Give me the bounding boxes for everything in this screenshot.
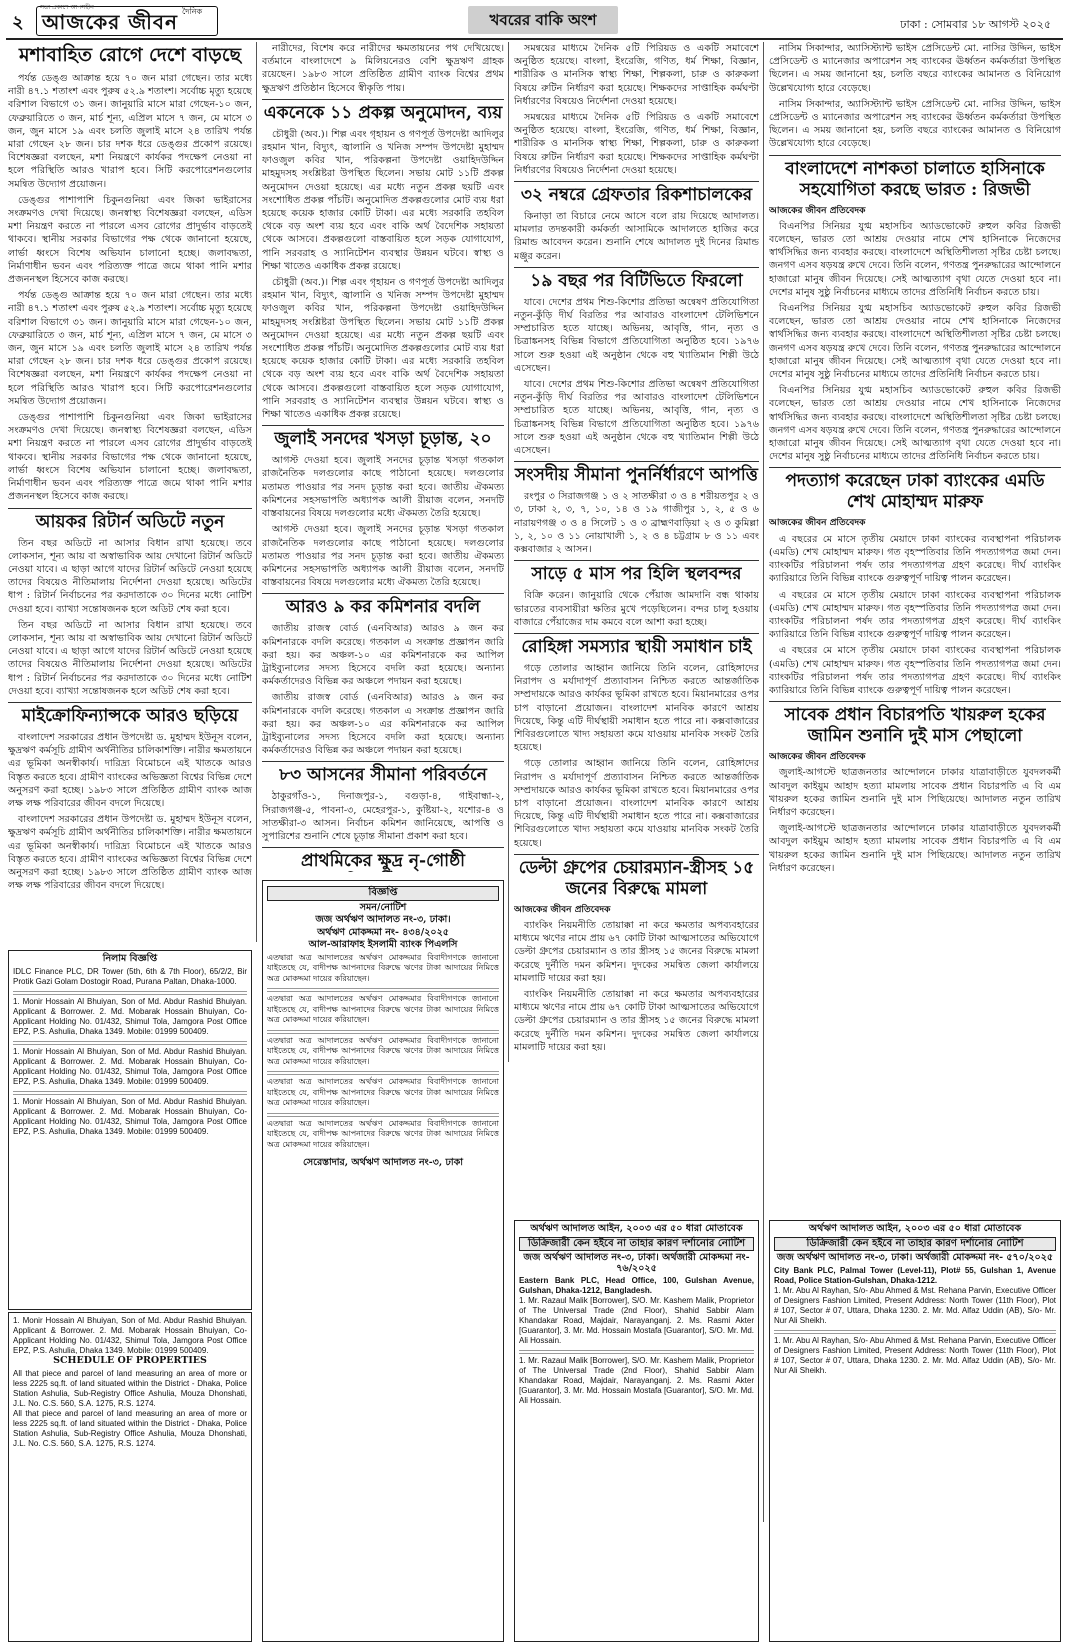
ad-divider <box>774 1328 1056 1334</box>
ad-text: All that piece and parcel of land measuring an area of more or less 2225 sq.ft. of land situated within the District - Dhaka, Police Station Ashulia, Sub-Registry Office Ashulia, Mouza Dhonshati, J.L. No. C.S. 560, S.A. 1275, R.S. 1274. <box>13 1408 247 1448</box>
case-number: জজ অর্থঋণ আদালত নং-৩, ঢাকা। অর্থজারী মোকদ্দমা নং- ৭৬/২০২৫ <box>523 1252 750 1274</box>
article-text: ডেঙ্গুর পাশাপাশি চিকুনগুনিয়া এবং জিকা ভাইরাসের সংক্রমণও দেখা দিয়েছে। জনস্বাস্থ্য বিশেষজ্ঞরা বলছেন, এডিস মশা নিয়ন্ত্রণ করতে না পারলে এসব রোগের প্রাদুর্ভাব বাড়তেই থাকবে। স্থানীয় সরকার বিভাগের পক্ষ থেকে জানানো হয়েছে, লার্ভা ধ্বংসে বিশেষ অভিযান চালানো হচ্ছে। জলাবদ্ধতা, নির্মাণাধীন ভবন এবং পরিত্যক্ত পাত্রে জমে থাকা পানি মশার প্রজননস্থল হিসেবে কাজ করছে। <box>8 412 252 503</box>
ad-title: নিলাম বিজ্ঞপ্তি <box>102 953 158 964</box>
article-text: এ বছরের মে মাসে তৃতীয় মেয়াদে ঢাকা ব্যাংকের ব্যবস্থাপনা পরিচালক (এমডি) শেখ মোহাম্মদ মারুফ। গত বৃহস্পতিবার তিনি পদত্যাগপত্র জমা দেন। ব্যাংকটির পরিচালনা পর্ষদ তার পদত্যাগপত্র গ্রহণ করেছে। দীর্ঘ ব্যাংকিং ক্যারিয়ারে তিনি বিভিন্ন ব্যাংকে গুরুত্বপূর্ণ দায়িত্ব পালন করেছেন। <box>769 589 1061 641</box>
byline: আজকের জীবন প্রতিবেদক <box>769 205 866 216</box>
column-3 <box>514 42 759 1052</box>
ad-text: এতদ্বারা অত্র আদালতের অর্থঋণ মোকদ্দমার বিবাদীগণকে জানানো যাইতেছে যে, বাদীপক্ষ আপনাদের বিরুদ্ধে ঋণের টাকা আদায়ের নিমিত্তে অত্র মোকদ্দমা দায়ের করিয়াছেন। <box>267 1077 499 1107</box>
column-1 <box>8 42 252 967</box>
summons-ad <box>262 880 504 1642</box>
article-text: বিএনপির সিনিয়র যুগ্ম মহাসচিব অ্যাডভোকেট রুহুল কবির রিজভী বলেছেন, ভারত তো আশ্রয় দেওয়ার নামে শেখ হাসিনাকে নিজেদের স্বার্থসিদ্ধির জন্য ব্যবহার করছে। বাংলাদেশে অস্থিতিশীলতা সৃষ্টির চেষ্টা চলছে। জনগণ এসব ষড়যন্ত্র রুখে দেবে। তিনি বলেন, গণতন্ত্র পুনরুদ্ধারের আন্দোলনে হাজারো মানুষ জীবন দিয়েছে। সেই আত্মত্যাগ বৃথা যেতে দেওয়া হবে না। দেশের মানুষ সুষ্ঠু নির্বাচনের মাধ্যমে তাদের প্রতিনিধি নির্বাচন করতে চায়। <box>769 303 1061 381</box>
ad-text: এতদ্বারা অত্র আদালতের অর্থঋণ মোকদ্দমার বিবাদীগণকে জানানো যাইতেছে যে, বাদীপক্ষ আপনাদের বিরুদ্ধে ঋণের টাকা আদায়ের নিমিত্তে অত্র মোকদ্দমা দায়ের করিয়াছেন। <box>267 952 499 983</box>
ad-title: ডিক্রিজারী কেন হইবে না তাহার কারণ দর্শানোর নোটিশ <box>519 1237 754 1252</box>
ad-divider <box>267 1028 499 1034</box>
ad-text: 1. Mr. Razaul Malik [Borrower], S/O. Mr. Kashem Malik, Proprietor of The Universal Trade (2nd Floor), Shahid Sabbir Alam Khandakar Road, Majdair, Narayanganj. 2. Ms. Rasmi Akter [Guarantor], 3. Mr. Md. Hossain Mostafa [Guarantor], S/O. Mr. Md. Ali Hossain. <box>519 1296 754 1345</box>
article-text: এ বছরের মে মাসে তৃতীয় মেয়াদে ঢাকা ব্যাংকের ব্যবস্থাপনা পরিচালক (এমডি) শেখ মোহাম্মদ মারুফ। গত বৃহস্পতিবার তিনি পদত্যাগপত্র জমা দেন। ব্যাংকটির পরিচালনা পর্ষদ তার পদত্যাগপত্র গ্রহণ করেছে। দীর্ঘ ব্যাংকিং ক্যারিয়ারে তিনি বিভিন্ন ব্যাংকে গুরুত্বপূর্ণ দায়িত্ব পালন করেছেন। <box>769 645 1061 696</box>
article-text: বাংলাদেশ সরকারের প্রধান উপদেষ্টা ড. মুহাম্মদ ইউনূস বলেন, ক্ষুদ্রঋণ কর্মসূচি গ্রামীণ অর্থনীতির চালিকাশক্তি। নারীর ক্ষমতায়নে এর ভূমিকা অনস্বীকার্য। দারিদ্র্য বিমোচনে এই খাতকে আরও বিস্তৃত করতে হবে। গ্রামীণ ব্যাংকের অভিজ্ঞতা বিশ্বের বিভিন্ন দেশে অনুসরণ করা হচ্ছে। ১৯৮৩ সালে প্রতিষ্ঠিত গ্রামীণ ব্যাংক আজ লক্ষ লক্ষ পরিবারের জীবন বদলে দিয়েছে। <box>8 731 252 809</box>
article-text: আগস্ট দেওয়া হবে। জুলাই সনদের চূড়ান্ত খসড়া গতকাল রাজনৈতিক দলগুলোর কাছে পাঠানো হয়েছে। দলগুলোর মতামত পাওয়ার পর সনদ চূড়ান্ত করা হবে। জাতীয় ঐকমত্য কমিশনের সহসভাপতি অধ্যাপক আলী রীয়াজ বলেন, সনদটি বাস্তবায়নের বিষয়ে দলগুলোর মধ্যে ঐকমত্য তৈরি হয়েছে। <box>262 524 504 589</box>
ad-divider <box>13 989 247 995</box>
headline: বাংলাদেশে নাশকতা চালাতে হাসিনাকে সহযোগিতা করছে ভারত : রিজভী <box>769 155 1061 201</box>
bank-name: City Bank PLC, Palmal Tower (Level-11), Plot# 55, Gulshan 1, Avenue Road, Police Station-Gulshan, Dhaka-1212. <box>774 1265 1056 1285</box>
headline: ১৯ বছর পর বিটিভিতে ফিরলো <box>514 267 759 292</box>
article-text: আগস্ট দেওয়া হবে। জুলাই সনদের চূড়ান্ত খসড়া গতকাল রাজনৈতিক দলগুলোর কাছে পাঠানো হয়েছে। দলগুলোর মতামত পাওয়ার পর সনদ চূড়ান্ত করা হবে। জাতীয় ঐকমত্য কমিশনের সহসভাপতি অধ্যাপক আলী রীয়াজ বলেন, সনদটি বাস্তবায়নের বিষয়ে দলগুলোর মধ্যে ঐকমত্য তৈরি হয়েছে। <box>262 455 504 520</box>
summons-title: সমন/নোটিশ <box>359 901 407 913</box>
headline: একনেকে ১১ প্রকল্প অনুমোদন, ব্যয় <box>262 99 504 124</box>
headline: পদত্যাগ করেছেন ঢাকা ব্যাংকের এমডি শেখ মোহাম্মদ মারুফ <box>769 467 1061 513</box>
bank-name: আল-আরাফাহ ইসলামী ব্যাংক পিএলসি <box>308 939 458 950</box>
article-text: সমন্বয়ের মাধ্যমে দৈনিক ৫টি পিরিয়ড ও একটি সমাবেশে অনুষ্ঠিত হয়েছে। বাংলা, ইংরেজি, গণিত, ধর্ম শিক্ষা, বিজ্ঞান, শারীরিক ও মানসিক স্বাস্থ্য শিক্ষা, শিল্পকলা, চারু ও কারুকলা বিষয়ে রুটিন নির্ধারণ করা হয়েছে। শিক্ষকদের সাপ্তাহিক কর্মঘণ্টা নির্ধারণের বিষয়েও নির্দেশনা দেওয়া হয়েছে। <box>514 112 759 176</box>
schedule-ad <box>8 1312 252 1642</box>
headline: ৩২ নম্বরে গ্রেফতার রিকশাচালকের <box>514 181 759 206</box>
headline: জুলাই সনদের খসড়া চূড়ান্ত, ২০ <box>262 425 504 450</box>
ad-divider <box>267 986 499 992</box>
article-text: বিএনপির সিনিয়র যুগ্ম মহাসচিব অ্যাডভোকেট রুহুল কবির রিজভী বলেছেন, ভারত তো আশ্রয় দেওয়ার নামে শেখ হাসিনাকে নিজেদের স্বার্থসিদ্ধির জন্য ব্যবহার করছে। বাংলাদেশে অস্থিতিশীলতা সৃষ্টির চেষ্টা চলছে। জনগণ এসব ষড়যন্ত্র রুখে দেবে। তিনি বলেন, গণতন্ত্র পুনরুদ্ধারের আন্দোলনে হাজারো মানুষ জীবন দিয়েছে। সেই আত্মত্যাগ বৃথা যেতে দেওয়া হবে না। দেশের মানুষ সুষ্ঠু নির্বাচনের মাধ্যমে তাদের প্রতিনিধি নির্বাচন করতে চায়। <box>769 220 1061 298</box>
ad-text: এতদ্বারা অত্র আদালতের অর্থঋণ মোকদ্দমার বিবাদীগণকে জানানো যাইতেছে যে, বাদীপক্ষ আপনাদের বিরুদ্ধে ঋণের টাকা আদায়ের নিমিত্তে অত্র মোকদ্দমা দায়ের করিয়াছেন। <box>267 1118 499 1149</box>
article-text: জাতীয় রাজস্ব বোর্ড (এনবিআর) আরও ৯ জন কর কমিশনারকে বদলি করেছে। গতকাল এ সংক্রান্ত প্রজ্ঞাপন জারি করা হয়। কর অঞ্চল-১০ এর কমিশনারকে কর আপিল ট্রাইব্যুনালের সদস্য হিসেবে বদলি করা হয়েছে। অন্যান্য কর্মকর্তাদেরও বিভিন্ন কর অঞ্চলে পদায়ন করা হয়েছে। <box>262 623 504 688</box>
byline: আজকের জীবন প্রতিবেদক <box>769 518 866 529</box>
headline: সাবেক প্রধান বিচারপতি খায়রুল হকের জামিন শুনানি দুই মাস পেছালো <box>769 701 1061 747</box>
article-text: গড়ে তোলার আহ্বান জানিয়ে তিনি বলেন, রোহিঙ্গাদের নিরাপদ ও মর্যাদাপূর্ণ প্রত্যাবাসন নিশ্চিত করতে আন্তর্জাতিক সম্প্রদায়কে আরও কার্যকর ভূমিকা রাখতে হবে। মিয়ানমারের ওপর চাপ বাড়ানো প্রয়োজন। বাংলাদেশ মানবিক কারণে আশ্রয় দিয়েছে, কিন্তু এটি দীর্ঘস্থায়ী সমাধান হতে পারে না। কক্সবাজারের শিবিরগুলোতে খাদ্য সহায়তা কমে যাওয়ায় মানবিক সংকট তৈরি হয়েছে। <box>514 662 759 754</box>
article-text: যাবে। দেশের প্রথম শিশু-কিশোর প্রতিভা অন্বেষণ প্রতিযোগিতা নতুন-কুঁড়ি দীর্ঘ বিরতির পর আবারও বাংলাদেশ টেলিভিশনে সম্প্রচারিত হতে যাচ্ছে। অভিনয়, আবৃত্তি, গান, নৃত্য ও চিত্রাঙ্কনসহ বিভিন্ন বিভাগে প্রতিযোগিতা অনুষ্ঠিত হবে। ১৯৭৬ সালে শুরু হওয়া এই অনুষ্ঠান থেকে বহু খ্যাতিমান শিল্পী উঠে এসেছেন। <box>514 379 759 457</box>
article-text: ঠাকুরগাঁও-১, দিনাজপুর-১, বগুড়া-৪, গাইবান্ধা-২, সিরাজগঞ্জ-৫, পাবনা-৩, মেহেরপুর-১, কুষ্টিয়া-২, যশোর-৪ ও সাতক্ষীরা-৩ আসন। নির্বাচন কমিশন জানিয়েছে, আপত্তি ও সুপারিশের শুনানি শেষে চূড়ান্ত সীমানা প্রকাশ করা হবে। <box>262 791 504 842</box>
article-text: জুলাই-আগস্টে ছাত্রজনতার আন্দোলনে ঢাকার যাত্রাবাড়ীতে যুবদলকর্মী আবদুল কাইয়ুম আহাদ হত্যা মামলায় সাবেক প্রধান বিচারপতি এ বি এম খায়রুল হকের জামিন শুনানি দুই মাস পিছিয়েছে। আদালত নতুন তারিখ নির্ধারণ করেছেন। <box>769 767 1061 818</box>
article-text: রংপুর ৩ সিরাজগঞ্জ ১ ও ২ সাতক্ষীরা ৩ ও ৪ শরীয়তপুর ২ ও ৩, ঢাকা ২, ৩, ৭, ১০, ১৪ ও ১৯ গাজীপুর ১, ২, ৫ ও ৬ নারায়ণগঞ্জ ৩ ও ৪ সিলেট ১ ও ৩ ব্রাহ্মণবাড়িয়া ২ ও ৩ কুমিল্লা ১, ২, ১০ ও ১১ নোয়াখালী ১, ২ ও ৪ চট্টগ্রাম ৮ ও ১১ এবং কক্সবাজার ২ আসন। <box>514 491 759 556</box>
ad-text: 1. Monir Hossain Al Bhuiyan, Son of Md. Abdur Rashid Bhuiyan. Applicant & Borrower. 2. Md. Mobarak Hossain Bhuiyan, Co-Applicant Holding No. 01/432, Shimul Tola, Jamgora Post Office EPZ, P.S. Ashulia, Dhaka 1349. Mobile: 01999 500409. <box>13 1316 247 1355</box>
ad-text: 1. Mr. Abu Al Rayhan, S/o- Abu Ahmed & Mst. Rehana Parvin, Executive Officer of Designers Fashion Limited, Present Address: North Tower (11th Floor), Plot # 107, Sector # 07, Uttara, Dhaka 1230. 2. Mr. Md. Alfaz Uddin (AB), S/o- Mr. Nur Ali Sheikh. <box>774 1285 1056 1325</box>
ad-divider <box>519 1348 754 1354</box>
ad-text: এতদ্বারা অত্র আদালতের অর্থঋণ মোকদ্দমার বিবাদীগণকে জানানো যাইতেছে যে, বাদীপক্ষ আপনাদের বিরুদ্ধে ঋণের টাকা আদায়ের নিমিত্তে অত্র মোকদ্দমা দায়ের করিয়াছেন। <box>267 1035 499 1066</box>
article-text: পর্যন্ত ডেঙ্গু আক্রান্ত হয়ে ৭০ জন মারা গেছেন। তার মধ্যে নারী ৪৭.১ শতাংশ এবং পুরুষ ৫২.৯ শতাংশ। সর্বোচ্চ মৃত্যু হয়েছে বরিশাল বিভাগে ৩১ জন। জানুয়ারি মাসে মারা গেছেন-১০ জন, ফেব্রুয়ারিতে ৩ জন, মার্চ শূন্য, এপ্রিল মাসে ৭ জন, মে মাসে ৩ জন, জুন মাসে ১৯ এবং চলতি জুলাই মাসে ২৪ তারিখ পর্যন্ত মারা গেছেন ২৮ জন। চার দশক ধরে ডেঙ্গুর প্রকোপ রয়েছে। বিশেষজ্ঞরা বলছেন, মশা নিয়ন্ত্রণে কার্যকর পদক্ষেপ নেওয়া না হলে পরিস্থিতি আরও খারাপ হবে। সিটি করপোরেশনগুলোর সমন্বিত উদ্যোগ প্রয়োজন। <box>8 290 252 407</box>
headline: প্রাথমিকের ক্ষুদ্র নৃ-গোষ্ঠী <box>262 847 504 872</box>
column-divider <box>508 42 509 1062</box>
article-text: জাতীয় রাজস্ব বোর্ড (এনবিআর) আরও ৯ জন কর কমিশনারকে বদলি করেছে। গতকাল এ সংক্রান্ত প্রজ্ঞাপন জারি করা হয়। কর অঞ্চল-১০ এর কমিশনারকে কর আপিল ট্রাইব্যুনালের সদস্য হিসেবে বদলি করা হয়েছে। অন্যান্য কর্মকর্তাদেরও বিভিন্ন কর অঞ্চলে পদায়ন করা হয়েছে। <box>262 692 504 757</box>
ad-divider <box>267 1111 499 1117</box>
case-number: জজ অর্থঋণ আদালত নং-৩, ঢাকা। অর্থজারী মোকদ্দমা নং- ৫৭০/২০২৫ <box>776 1252 1054 1263</box>
article-text: গড়ে তোলার আহ্বান জানিয়ে তিনি বলেন, রোহিঙ্গাদের নিরাপদ ও মর্যাদাপূর্ণ প্রত্যাবাসন নিশ্চিত করতে আন্তর্জাতিক সম্প্রদায়কে আরও কার্যকর ভূমিকা রাখতে হবে। মিয়ানমারের ওপর চাপ বাড়ানো প্রয়োজন। বাংলাদেশ মানবিক কারণে আশ্রয় দিয়েছে, কিন্তু এটি দীর্ঘস্থায়ী সমাধান হতে পারে না। কক্সবাজারের শিবিরগুলোতে খাদ্য সহায়তা কমে যাওয়ায় মানবিক সংকট তৈরি হয়েছে। <box>514 758 759 849</box>
ad-company: IDLC Finance PLC, DR Tower (5th, 6th & 7th Floor), 65/2/2, Bir Protik Gazi Golam Dostogir Road, Purana Paltan, Dhaka-1000. <box>13 966 247 986</box>
headline: আয়কর রিটার্ন অডিটে নতুন <box>8 508 252 533</box>
column-divider <box>763 42 764 1522</box>
ad-text: All that piece and parcel of land measuring an area of more or less 2225 sq.ft. of land situated within the District - Dhaka, Police Station Ashulia, Sub-Registry Office Ashulia, Mouza Dhonshati, J.L. No. C.S. 560, S.A. 1275, R.S. 1274. <box>13 1368 247 1408</box>
article-text: বাংলাদেশ সরকারের প্রধান উপদেষ্টা ড. মুহাম্মদ ইউনূস বলেন, ক্ষুদ্রঋণ কর্মসূচি গ্রামীণ অর্থনীতির চালিকাশক্তি। নারীর ক্ষমতায়নে এর ভূমিকা অনস্বীকার্য। দারিদ্র্য বিমোচনে এই খাতকে আরও বিস্তৃত করতে হবে। গ্রামীণ ব্যাংকের অভিজ্ঞতা বিশ্বের বিভিন্ন দেশে অনুসরণ করা হচ্ছে। ১৯৮৩ সালে প্রতিষ্ঠিত গ্রামীণ ব্যাংক আজ লক্ষ লক্ষ পরিবারের জীবন বদলে দিয়েছে। <box>8 814 252 892</box>
bank-name: Eastern Bank PLC, Head Office, 100, Gulshan Avenue, Gulshan, Dhaka-1212, Bangladesh. <box>519 1276 754 1295</box>
court-name: জজ অর্থঋণ আদালত নং-৩, ঢাকা। <box>315 914 451 925</box>
headline: মাইক্রোফিন্যান্সকে আরও ছড়িয়ে <box>8 702 252 727</box>
ad-signature: সেরেস্তাদার, অর্থঋণ আদালত নং-৩, ঢাকা <box>303 1157 463 1168</box>
article-text: পর্যন্ত ডেঙ্গু আক্রান্ত হয়ে ৭০ জন মারা গেছেন। তার মধ্যে নারী ৪৭.১ শতাংশ এবং পুরুষ ৫২.৯ শতাংশ। সর্বোচ্চ মৃত্যু হয়েছে বরিশাল বিভাগে ৩১ জন। জানুয়ারি মাসে মারা গেছেন-১০ জন, ফেব্রুয়ারিতে ৩ জন, মার্চ শূন্য, এপ্রিল মাসে ৭ জন, মে মাসে ৩ জন, জুন মাসে ১৯ এবং চলতি জুলাই মাসে ২৪ তারিখ পর্যন্ত মারা গেছেন ২৮ জন। চার দশক ধরে ডেঙ্গুর প্রকোপ রয়েছে। বিশেষজ্ঞরা বলছেন, মশা নিয়ন্ত্রণে কার্যকর পদক্ষেপ নেওয়া না হলে পরিস্থিতি আরও খারাপ হবে। সিটি করপোরেশনগুলোর সমন্বিত উদ্যোগ প্রয়োজন। <box>8 73 252 190</box>
ad-text: 1. Mr. Abu Al Rayhan, S/o- Abu Ahmed & Mst. Rehana Parvin, Executive Officer of Designers Fashion Limited, Present Address: North Tower (11th Floor), Plot # 107, Sector # 07, Uttara, Dhaka 1230. 2. Mr. Md. Alfaz Uddin (AB), S/o- Mr. Nur Ali Sheikh. <box>774 1335 1056 1375</box>
ad-header: অর্থঋণ আদালত আইন, ২০০৩ এর ৫০ ধারা মোতাবেক <box>808 1223 1022 1234</box>
article-text: কিনাড়া তা বিচারে নেমে আসে বলে রায় দিয়েছে আদালত। মামলার তদন্তকারী কর্মকর্তা আসামিকে আদালতে হাজির করে রিমান্ড আবেদন করেন। শুনানি শেষে আদালত দুই দিনের রিমান্ড মঞ্জুর করেন। <box>514 211 759 262</box>
page-number: ২ <box>12 12 24 33</box>
headline: ৮৩ আসনের সীমানা পরিবর্তনে <box>262 761 504 786</box>
ad-divider <box>13 1039 247 1045</box>
headline: রোহিঙ্গা সমস্যার স্থায়ী সমাধান চাই <box>514 633 759 658</box>
article-text: নারীদের, বিশেষ করে নারীদের ক্ষমতায়নের পথ দেখিয়েছে। বর্তমানে বাংলাদেশে ৯ মিলিয়নেরও বেশি ক্ষুদ্রঋণ গ্রাহক রয়েছেন। ১৯৮৩ সালে প্রতিষ্ঠিত গ্রামীণ ব্যাংক বিশ্বের প্রথম ক্ষুদ্রঋণ প্রতিষ্ঠান হিসেবে স্বীকৃতি পায়। <box>262 43 504 94</box>
column-divider <box>256 42 257 942</box>
article-text: ব্যাংকিং নিয়মনীতি তোয়াক্কা না করে ক্ষমতার অপব্যবহারের মাধ্যমে ঋণের নামে প্রায় ৬৭ কোটি টাকা আত্মসাতের অভিযোগে ডেল্টা গ্রুপের চেয়ারম্যান ও তার স্ত্রীসহ ১৫ জনের বিরুদ্ধে মামলা করেছে দুর্নীতি দমন কমিশন। দুদকের সমন্বিত জেলা কার্যালয়ে মামলাটি দায়ের করা হয়। <box>514 988 759 1052</box>
article-text: চৌধুরী (অব.)। শিল্প এবং গৃহায়ন ও গণপূর্ত উপদেষ্টা আদিলুর রহমান খান, বিদ্যুৎ, জ্বালানি ও খনিজ সম্পদ উপদেষ্টা মুহাম্মদ ফাওজুল কবির খান, পরিকল্পনা উপদেষ্টা ওয়াহিদউদ্দিন মাহমুদসহ সংশ্লিষ্টরা উপস্থিত ছিলেন। সভায় মোট ১১টি প্রকল্প অনুমোদন দেওয়া হয়েছে। এর মধ্যে নতুন প্রকল্প ছয়টি এবং সংশোধিত প্রকল্প পাঁচটি। অনুমোদিত প্রকল্পগুলোর মোট ব্যয় ধরা হয়েছে কয়েক হাজার কোটি টাকা। এর মধ্যে সরকারি তহবিল থেকে বড় অংশ ব্যয় হবে এবং বাকি অর্থ বৈদেশিক সহায়তা থেকে আসবে। প্রকল্পগুলো বাস্তবায়িত হলে সড়ক যোগাযোগ, পানি সরবরাহ ও স্যানিটেশন ব্যবস্থার উন্নয়ন ঘটবে। স্বাস্থ্য ও শিক্ষা খাতেও একাধিক প্রকল্প রয়েছে। <box>262 277 504 421</box>
newspaper-logo: আজকের জীবন <box>42 10 178 34</box>
article-text: এ বছরের মে মাসে তৃতীয় মেয়াদে ঢাকা ব্যাংকের ব্যবস্থাপনা পরিচালক (এমডি) শেখ মোহাম্মদ মারুফ। গত বৃহস্পতিবার তিনি পদত্যাগপত্র জমা দেন। ব্যাংকটির পরিচালনা পর্ষদ তার পদত্যাগপত্র গ্রহণ করেছে। দীর্ঘ ব্যাংকিং ক্যারিয়ারে তিনি বিভিন্ন ব্যাংকে গুরুত্বপূর্ণ দায়িত্ব পালন করেছেন। <box>769 533 1061 585</box>
byline: আজকের জীবন প্রতিবেদক <box>769 752 866 763</box>
article-text: বিএনপির সিনিয়র যুগ্ম মহাসচিব অ্যাডভোকেট রুহুল কবির রিজভী বলেছেন, ভারত তো আশ্রয় দেওয়ার নামে শেখ হাসিনাকে নিজেদের স্বার্থসিদ্ধির জন্য ব্যবহার করছে। বাংলাদেশে অস্থিতিশীলতা সৃষ্টির চেষ্টা চলছে। জনগণ এসব ষড়যন্ত্র রুখে দেবে। তিনি বলেন, গণতন্ত্র পুনরুদ্ধারের আন্দোলনে হাজারো মানুষ জীবন দিয়েছে। সেই আত্মত্যাগ বৃথা যেতে দেওয়া হবে না। দেশের মানুষ সুষ্ঠু নির্বাচনের মাধ্যমে তাদের প্রতিনিধি নির্বাচন করতে চায়। <box>769 385 1061 463</box>
section-banner: খবরের বাকি অংশ <box>468 6 618 34</box>
decree-notice-ad-2 <box>769 1220 1061 1642</box>
ad-text: 1. Monir Hossain Al Bhuiyan, Son of Md. Abdur Rashid Bhuiyan. Applicant & Borrower. 2. Md. Mobarak Hossain Bhuiyan, Co-Applicant Holding No. 01/432, Shimul Tola, Jamgora Post Office EPZ, P.S. Ashulia, Dhaka 1349. Mobile: 01999 500409. <box>13 1096 247 1136</box>
article-text: বিক্রি করেন। জানুয়ারি থেকে পেঁয়াজ আমদানি বন্ধ থাকায় ভারতের ব্যবসায়ীরা ক্ষতির মুখে পড়েছিলেন। বন্দর চালু হওয়ায় বাজারে পেঁয়াজের দাম কমবে বলে আশা করা হচ্ছে। <box>514 590 759 628</box>
article-text: সমন্বয়ের মাধ্যমে দৈনিক ৫টি পিরিয়ড ও একটি সমাবেশে অনুষ্ঠিত হয়েছে। বাংলা, ইংরেজি, গণিত, ধর্ম শিক্ষা, বিজ্ঞান, শারীরিক ও মানসিক স্বাস্থ্য শিক্ষা, শিল্পকলা, চারু ও কারুকলা বিষয়ে রুটিন নির্ধারণ করা হয়েছে। শিক্ষকদের সাপ্তাহিক কর্মঘণ্টা নির্ধারণের বিষয়েও নির্দেশনা দেওয়া হয়েছে। <box>514 43 759 107</box>
column-4 <box>769 42 1061 1242</box>
ad-title: SCHEDULE OF PROPERTIES <box>53 1355 207 1366</box>
case-number: অর্থঋণ মোকদ্দমা নং- ৪৩৪/২০২৫ <box>317 926 449 938</box>
logo-sub: দৈনিক <box>182 7 203 16</box>
notice-label: বিজ্ঞপ্তি <box>267 886 499 901</box>
ad-text: এতদ্বারা অত্র আদালতের অর্থঋণ মোকদ্দমার বিবাদীগণকে জানানো যাইতেছে যে, বাদীপক্ষ আপনাদের বিরুদ্ধে ঋণের টাকা আদায়ের নিমিত্তে অত্র মোকদ্দমা দায়ের করিয়াছেন। <box>267 994 499 1024</box>
headline: আরও ৯ কর কমিশনার বদলি <box>262 593 504 618</box>
headline: ডেল্টা গ্রুপের চেয়ারম্যান-স্ত্রীসহ ১৫ জনের বিরুদ্ধে মামলা <box>514 854 759 900</box>
decree-notice-ad-1 <box>514 1220 759 1642</box>
ad-divider <box>267 1069 499 1075</box>
dateline: ঢাকা : সোমবার ১৮ আগস্ট ২০২৫ <box>900 18 1051 31</box>
ad-title: ডিক্রিজারী কেন হইবে না তাহার কারণ দর্শানোর নোটিশ <box>774 1237 1056 1252</box>
headline: সাড়ে ৫ মাস পর হিলি স্থলবন্দর <box>514 560 759 585</box>
ad-text: 1. Monir Hossain Al Bhuiyan, Son of Md. Abdur Rashid Bhuiyan. Applicant & Borrower. 2. Md. Mobarak Hossain Bhuiyan, Co-Applicant Holding No. 01/432, Shimul Tola, Jamgora Post Office EPZ, P.S. Ashulia, Dhaka 1349. Mobile: 01999 500409. <box>13 996 247 1036</box>
byline: আজকের জীবন প্রতিবেদক <box>514 904 611 915</box>
article-text: নাসিম সিকান্দার, অ্যাসিস্ট্যান্ট ভাইস প্রেসিডেন্ট মো. নাসির উদ্দিন, ভাইস প্রেসিডেন্ট ও ম্যানেজার অপারেশন সহ ব্যাংকের ঊর্ধ্বতন কর্মকর্তারা উপস্থিত ছিলেন। এ সময় জানানো হয়, চলতি বছরে ব্যাংকের আমানত ও বিনিয়োগ উল্লেখযোগ্য হারে বেড়েছে। <box>769 43 1061 94</box>
headline: মশাবাহিত রোগে দেশে বাড়ছে <box>18 44 242 66</box>
article-text: চৌধুরী (অব.)। শিল্প এবং গৃহায়ন ও গণপূর্ত উপদেষ্টা আদিলুর রহমান খান, বিদ্যুৎ, জ্বালানি ও খনিজ সম্পদ উপদেষ্টা মুহাম্মদ ফাওজুল কবির খান, পরিকল্পনা উপদেষ্টা ওয়াহিদউদ্দিন মাহমুদসহ সংশ্লিষ্টরা উপস্থিত ছিলেন। সভায় মোট ১১টি প্রকল্প অনুমোদন দেওয়া হয়েছে। এর মধ্যে নতুন প্রকল্প ছয়টি এবং সংশোধিত প্রকল্প পাঁচটি। অনুমোদিত প্রকল্পগুলোর মোট ব্যয় ধরা হয়েছে কয়েক হাজার কোটি টাকা। এর মধ্যে সরকারি তহবিল থেকে বড় অংশ ব্যয় হবে এবং বাকি অর্থ বৈদেশিক সহায়তা থেকে আসবে। প্রকল্পগুলো বাস্তবায়িত হলে সড়ক যোগাযোগ, পানি সরবরাহ ও স্যানিটেশন ব্যবস্থার উন্নয়ন ঘটবে। স্বাস্থ্য ও শিক্ষা খাতেও একাধিক প্রকল্প রয়েছে। <box>262 128 504 272</box>
ad-text: 1. Mr. Razaul Malik [Borrower], S/O. Mr. Kashem Malik, Proprietor of The Universal Trade (2nd Floor), Shahid Sabbir Alam Khandakar Road, Majdair, Narayanganj. 2. Ms. Rasmi Akter [Guarantor], 3. Mr. Md. Hossain Mostafa [Guarantor], S/O. Mr. Md. Ali Hossain. <box>519 1356 754 1405</box>
article-text: নাসিম সিকান্দার, অ্যাসিস্ট্যান্ট ভাইস প্রেসিডেন্ট মো. নাসির উদ্দিন, ভাইস প্রেসিডেন্ট ও ম্যানেজার অপারেশন সহ ব্যাংকের ঊর্ধ্বতন কর্মকর্তারা উপস্থিত ছিলেন। এ সময় জানানো হয়, চলতি বছরে ব্যাংকের আমানত ও বিনিয়োগ উল্লেখযোগ্য হারে বেড়েছে। <box>769 98 1061 150</box>
article-text: ব্যাংকিং নিয়মনীতি তোয়াক্কা না করে ক্ষমতার অপব্যবহারের মাধ্যমে ঋণের নামে প্রায় ৬৭ কোটি টাকা আত্মসাতের অভিযোগে ডেল্টা গ্রুপের চেয়ারম্যান ও তার স্ত্রীসহ ১৫ জনের বিরুদ্ধে মামলা করেছে দুর্নীতি দমন কমিশন। দুদকের সমন্বিত জেলা কার্যালয়ে মামলাটি দায়ের করা হয়। <box>514 919 759 984</box>
article-text: জুলাই-আগস্টে ছাত্রজনতার আন্দোলনে ঢাকার যাত্রাবাড়ীতে যুবদলকর্মী আবদুল কাইয়ুম আহাদ হত্যা মামলায় সাবেক প্রধান বিচারপতি এ বি এম খায়রুল হকের জামিন শুনানি দুই মাস পিছিয়েছে। আদালত নতুন তারিখ নির্ধারণ করেছেন। <box>769 823 1061 874</box>
article-text: ডেঙ্গুর পাশাপাশি চিকুনগুনিয়া এবং জিকা ভাইরাসের সংক্রমণও দেখা দিয়েছে। জনস্বাস্থ্য বিশেষজ্ঞরা বলছেন, এডিস মশা নিয়ন্ত্রণ করতে না পারলে এসব রোগের প্রাদুর্ভাব বাড়তেই থাকবে। স্থানীয় সরকার বিভাগের পক্ষ থেকে জানানো হয়েছে, লার্ভা ধ্বংসে বিশেষ অভিযান চালানো হচ্ছে। জলাবদ্ধতা, নির্মাণাধীন ভবন এবং পরিত্যক্ত পাত্রে জমে থাকা পানি মশার প্রজননস্থল হিসেবে কাজ করছে। <box>8 194 252 286</box>
auction-notice-ad <box>8 950 252 1310</box>
tagline: সত্য প্রকাশে আপসহীন <box>40 4 94 11</box>
ad-header: অর্থঋণ আদালত আইন, ২০০৩ এর ৫০ ধারা মোতাবেক <box>530 1223 743 1234</box>
article-text: যাবে। দেশের প্রথম শিশু-কিশোর প্রতিভা অন্বেষণ প্রতিযোগিতা নতুন-কুঁড়ি দীর্ঘ বিরতির পর আবারও বাংলাদেশ টেলিভিশনে সম্প্রচারিত হতে যাচ্ছে। অভিনয়, আবৃত্তি, গান, নৃত্য ও চিত্রাঙ্কনসহ বিভিন্ন বিভাগে প্রতিযোগিতা অনুষ্ঠিত হবে। ১৯৭৬ সালে শুরু হওয়া এই অনুষ্ঠান থেকে বহু খ্যাতিমান শিল্পী উঠে এসেছেন। <box>514 296 759 374</box>
ad-divider <box>13 1089 247 1095</box>
masthead <box>6 4 1063 40</box>
article-text: তিন বছর অডিটে না আসার বিধান রাখা হয়েছে। তবে লোকসান, শূন্য আয় বা অস্বাভাবিক আয় দেখানো রিটার্ন অডিটে নেওয়া যাবে। এ ছাড়া আগে যাদের রিটার্ন অডিটে নেওয়া হয়েছে তাদের বিষয়েও নীতিমালায় নির্দেশনা দেওয়া হয়েছে। অডিটের ধাপ : রিটার্ন নির্বাচনের পর করদাতাকে ৩০ দিনের মধ্যে নোটিশ দেওয়া হবে। ব্যাখ্যা সন্তোষজনক হলে অডিট শেষ করা হবে। <box>8 537 252 615</box>
article-text: তিন বছর অডিটে না আসার বিধান রাখা হয়েছে। তবে লোকসান, শূন্য আয় বা অস্বাভাবিক আয় দেখানো রিটার্ন অডিটে নেওয়া যাবে। এ ছাড়া আগে যাদের রিটার্ন অডিটে নেওয়া হয়েছে তাদের বিষয়েও নীতিমালায় নির্দেশনা দেওয়া হয়েছে। অডিটের ধাপ : রিটার্ন নির্বাচনের পর করদাতাকে ৩০ দিনের মধ্যে নোটিশ দেওয়া হবে। ব্যাখ্যা সন্তোষজনক হলে অডিট শেষ করা হবে। <box>8 619 252 697</box>
ad-text: 1. Monir Hossain Al Bhuiyan, Son of Md. Abdur Rashid Bhuiyan. Applicant & Borrower. 2. Md. Mobarak Hossain Bhuiyan, Co-Applicant Holding No. 01/432, Shimul Tola, Jamgora Post Office EPZ, P.S. Ashulia, Dhaka 1349. Mobile: 01999 500409. <box>13 1046 247 1086</box>
headline: সংসদীয় সীমানা পুনর্নির্ধারণে আপত্তি <box>514 461 759 486</box>
column-2 <box>262 42 504 872</box>
